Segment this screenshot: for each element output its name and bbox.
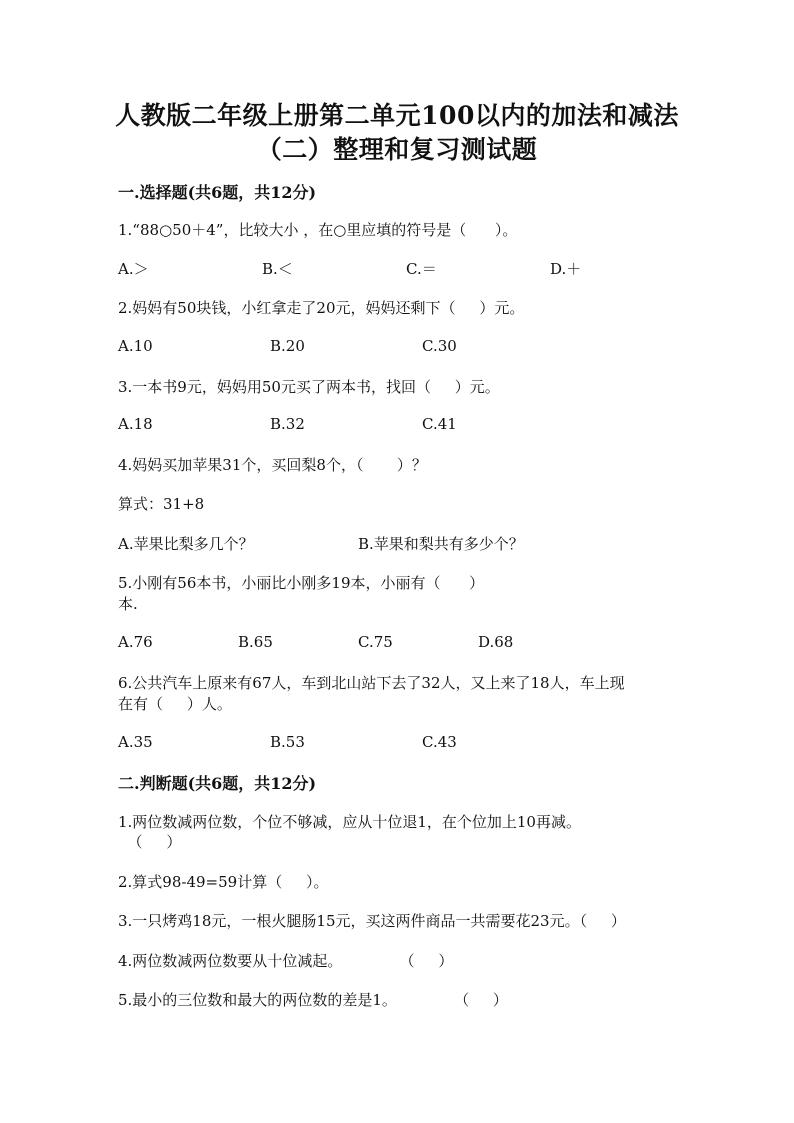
question-text: 3.一本书9元，妈妈用50元买了两本书，找回（ ）元。 — [118, 378, 500, 396]
option-d: D.68 — [478, 633, 514, 651]
option-b: B.＜ — [262, 260, 293, 278]
question-text: 4.两位数减两位数要从十位减起。 （ ） — [118, 952, 454, 970]
question-text: 2.妈妈有50块钱，小红拿走了20元，妈妈还剩下（ ）元。 — [118, 299, 525, 317]
option-a: A.＞ — [118, 260, 149, 278]
option-b: B.32 — [270, 415, 305, 433]
option-a: A.苹果比梨多几个？ — [118, 535, 254, 553]
option-a: A.18 — [118, 415, 153, 433]
section-heading-choice: 一.选择题(共6题，共12分) — [118, 183, 317, 202]
section-heading-judgement: 二.判断题(共6题，共12分) — [118, 774, 317, 793]
option-b: B.苹果和梨共有多少个？ — [358, 535, 524, 553]
option-b: B.20 — [270, 337, 305, 355]
option-a: A.35 — [118, 733, 153, 751]
question-text-cont: 在有（ ）人。 — [118, 695, 232, 713]
option-c: C.43 — [422, 733, 457, 751]
option-b: B.53 — [270, 733, 305, 751]
option-d: D.＋ — [550, 260, 582, 278]
question-text: 1.“88○50＋4”，比较大小 ，在○里应填的符号是（ ）。 — [118, 221, 518, 239]
option-a: A.76 — [118, 633, 153, 651]
question-text: 5.小刚有56本书，小丽比小刚多19本，小丽有（ ） — [118, 574, 485, 592]
question-text: 6.公共汽车上原来有67人，车到北山站下去了32人，又上来了18人，车上现 — [118, 674, 625, 692]
question-text: 4.妈妈买加苹果31个，买回梨8个，（ ）？ — [118, 456, 427, 474]
question-text: 1.两位数减两位数，个位不够减，应从十位退1，在个位加上10再减。 — [118, 813, 581, 831]
question-text: 3.一只烤鸡18元，一根火腿肠15元，买这两件商品一共需要花23元。（ ） — [118, 912, 626, 930]
option-b: B.65 — [238, 633, 273, 651]
option-c: C.＝ — [406, 260, 437, 278]
option-a: A.10 — [118, 337, 153, 355]
option-c: C.30 — [422, 337, 457, 355]
page-title-line2: （二）整理和复习测试题 — [256, 135, 538, 164]
question-text: 5.最小的三位数和最大的两位数的差是1。 （ ） — [118, 991, 508, 1009]
question-text-cont: （ ） — [118, 833, 182, 851]
question-formula: 算式：31+8 — [118, 495, 205, 513]
page-title-line1: 人教版二年级上册第二单元100以内的加法和减法 — [115, 101, 679, 130]
option-c: C.41 — [422, 415, 457, 433]
question-text: 2.算式98-49=59计算（ ）。 — [118, 873, 329, 891]
question-text-cont: 本. — [118, 595, 138, 613]
option-c: C.75 — [358, 633, 393, 651]
